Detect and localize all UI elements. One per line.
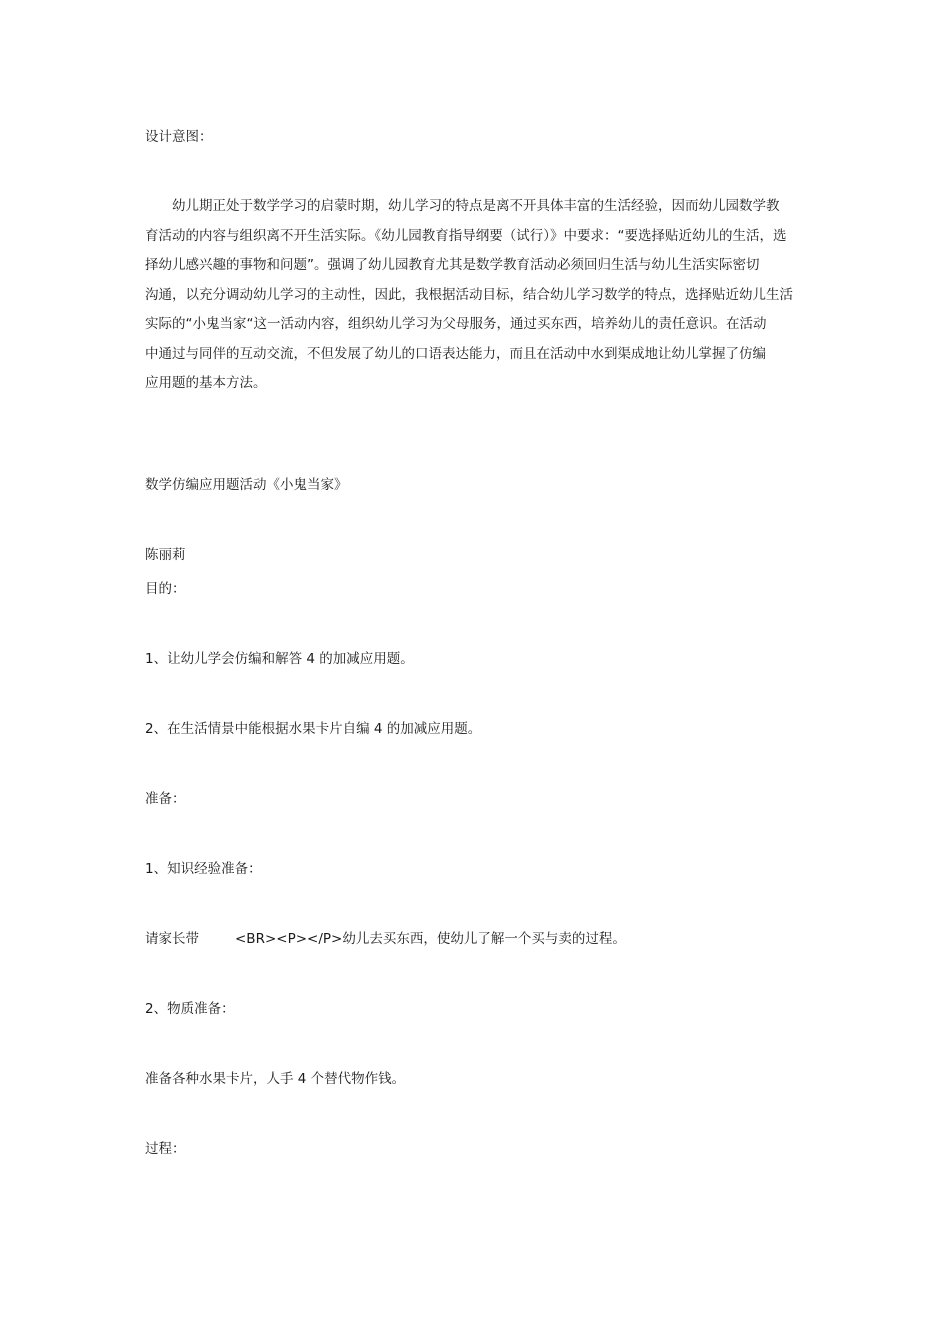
goal-item-1: 1、让幼儿学会仿编和解答 4 的加减应用题。 [145, 651, 414, 667]
prep-heading: 准备： [145, 791, 186, 807]
intro-line-5: 实际的“小鬼当家“这一活动内容，组织幼儿学习为父母服务，通过买东西，培养幼儿的责任意识。在活动 [145, 316, 767, 332]
prep-knowledge-heading: 1、知识经验准备： [145, 861, 262, 877]
design-intent-heading: 设计意图： [145, 129, 213, 145]
intro-line-3: 择幼儿感兴趣的事物和问题”。强调了幼儿园教育尤其是数学教育活动必须回归生活与幼儿生活实际密切 [145, 257, 760, 273]
prep-materials-text: 准备各种水果卡片，人手 4 个替代物作钱。 [145, 1071, 406, 1087]
author-name: 陈丽莉 [145, 547, 186, 563]
prep-knowledge-text-end: <BR><P></P>幼儿去买东西，使幼儿了解一个买与卖的过程。 [235, 931, 626, 947]
intro-line-7: 应用题的基本方法。 [145, 375, 267, 391]
intro-paragraph [145, 192, 807, 399]
goals-heading: 目的： [145, 581, 186, 597]
prep-knowledge-text-start: 请家长带 [145, 931, 199, 947]
prep-knowledge-text [145, 930, 626, 948]
activity-title: 数学仿编应用题活动《小鬼当家》 [145, 477, 348, 493]
process-heading: 过程： [145, 1141, 186, 1157]
intro-line-2: 育活动的内容与组织离不开生活实际。《幼儿园教育指导纲要（试行）》中要求：“要选择贴近幼儿的生活，选 [145, 227, 787, 244]
prep-materials-heading: 2、物质准备： [145, 1001, 235, 1017]
intro-line-1: 幼儿期正处于数学学习的启蒙时期，幼儿学习的特点是离不开具体丰富的生活经验，因而幼儿园数学教 [172, 198, 780, 214]
intro-line-4: 沟通，以充分调动幼儿学习的主动性，因此，我根据活动目标，结合幼儿学习数学的特点，选择贴近幼儿生活 [145, 286, 793, 303]
intro-line-6: 中通过与同伴的互动交流，不但发展了幼儿的口语表达能力，而且在活动中水到渠成地让幼儿掌握了仿编 [145, 345, 766, 362]
goal-item-2: 2、在生活情景中能根据水果卡片自编 4 的加减应用题。 [145, 721, 482, 737]
